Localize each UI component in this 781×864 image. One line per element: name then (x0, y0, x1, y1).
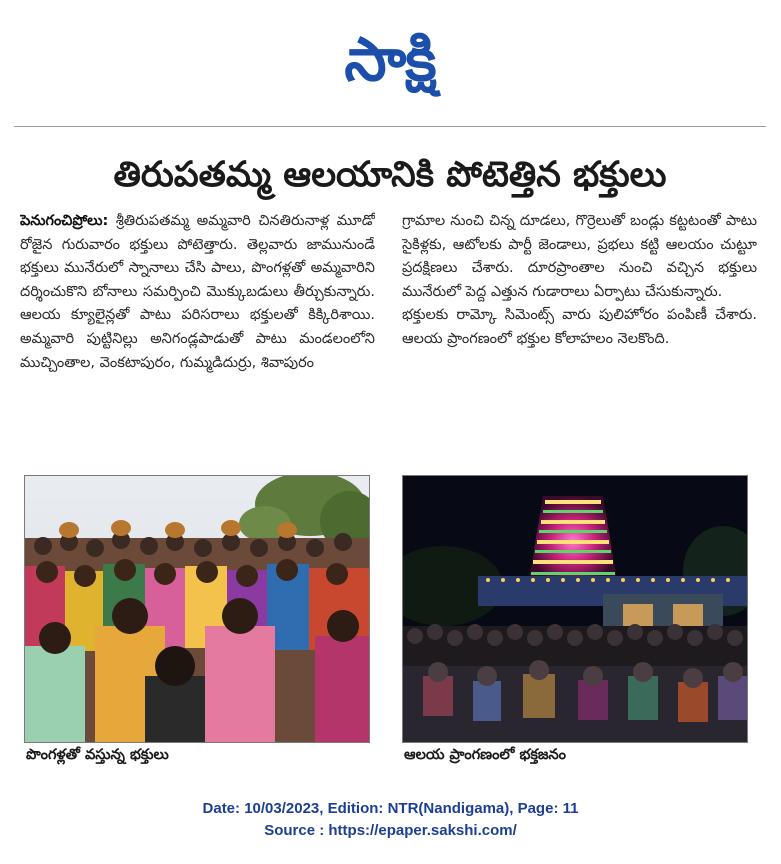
footer-edition-line: Date: 10/03/2023, Edition: NTR(Nandigama), Page: 11 (202, 800, 579, 817)
newspaper-logo: సాక్షి (344, 25, 436, 95)
article-column-right (402, 210, 757, 464)
article-dateline: పెనుగంచిప్రోలు: (20, 213, 109, 229)
photo-temple-crowd-night (402, 475, 748, 743)
article-column-left (20, 210, 375, 464)
footer-source-line: Source : https://epaper.sakshi.com/ (264, 822, 517, 839)
article-body-right-paragraph-1: గ్రామాల నుంచి చిన్న దూడలు, గొర్రెలుతో బండ్లు కట్టటంతో పాటు సైకిళ్లకు, ఆటోలకు పార్టీ జెండాలు, ప్రభలు కట్టి ఆలయం చుట్టూ ప్రదక్షిణలు చేశారు. దూరప్రాంతాల నుంచి వచ్చిన భక్తులు మునేరులో పెద్ద ఎత్తున గుడారాలు ఏర్పాటు చేసుకున్నారు. (402, 213, 757, 300)
article-body-left: శ్రీతిరుపతమ్మ అమ్మవారి చినతిరునాళ్ల మూడో రోజైన గురువారం భక్తులు పోటెత్తారు. తెల్లవారు జామునుండే భక్తులు మునేరులో స్నానాలు చేసి పాలు, పొంగళ్లతో అమ్మవారిని దర్శించుకొని బోనాలు సమర్పించి మొక్కుబడులు తీర్చుకున్నారు. ఆలయ క్యూలైన్లతో పాటు పరిసరాలు భక్తులతో కిక్కిరిశాయి. అమ్మవారి పుట్టినిల్లు అనిగండ్లపాడుతో పాటు మండలంలోని ముచ్చింతాల, వెంకటాపురం, గుమ్మడిదుర్రు, శివాపురం (20, 213, 375, 371)
photo-caption-left: పొంగళ్లతో వస్తున్న భక్తులు (26, 747, 169, 763)
masthead-rule (14, 126, 766, 127)
article-headline: తిరుపతమ్మ ఆలయానికి పోటెత్తిన భక్తులు (113, 155, 667, 195)
photo-devotees-procession (24, 475, 370, 743)
photo-caption-right: ఆలయ ప్రాంగణంలో భక్తజనం (404, 747, 567, 763)
article-body-right-paragraph-2: భక్తులకు రామ్కో సిమెంట్స్ వారు పులిహోరం పంపిణీ చేశారు. ఆలయ ప్రాంగణంలో భక్తుల కోలాహలం నెలకొంది. (402, 307, 757, 347)
